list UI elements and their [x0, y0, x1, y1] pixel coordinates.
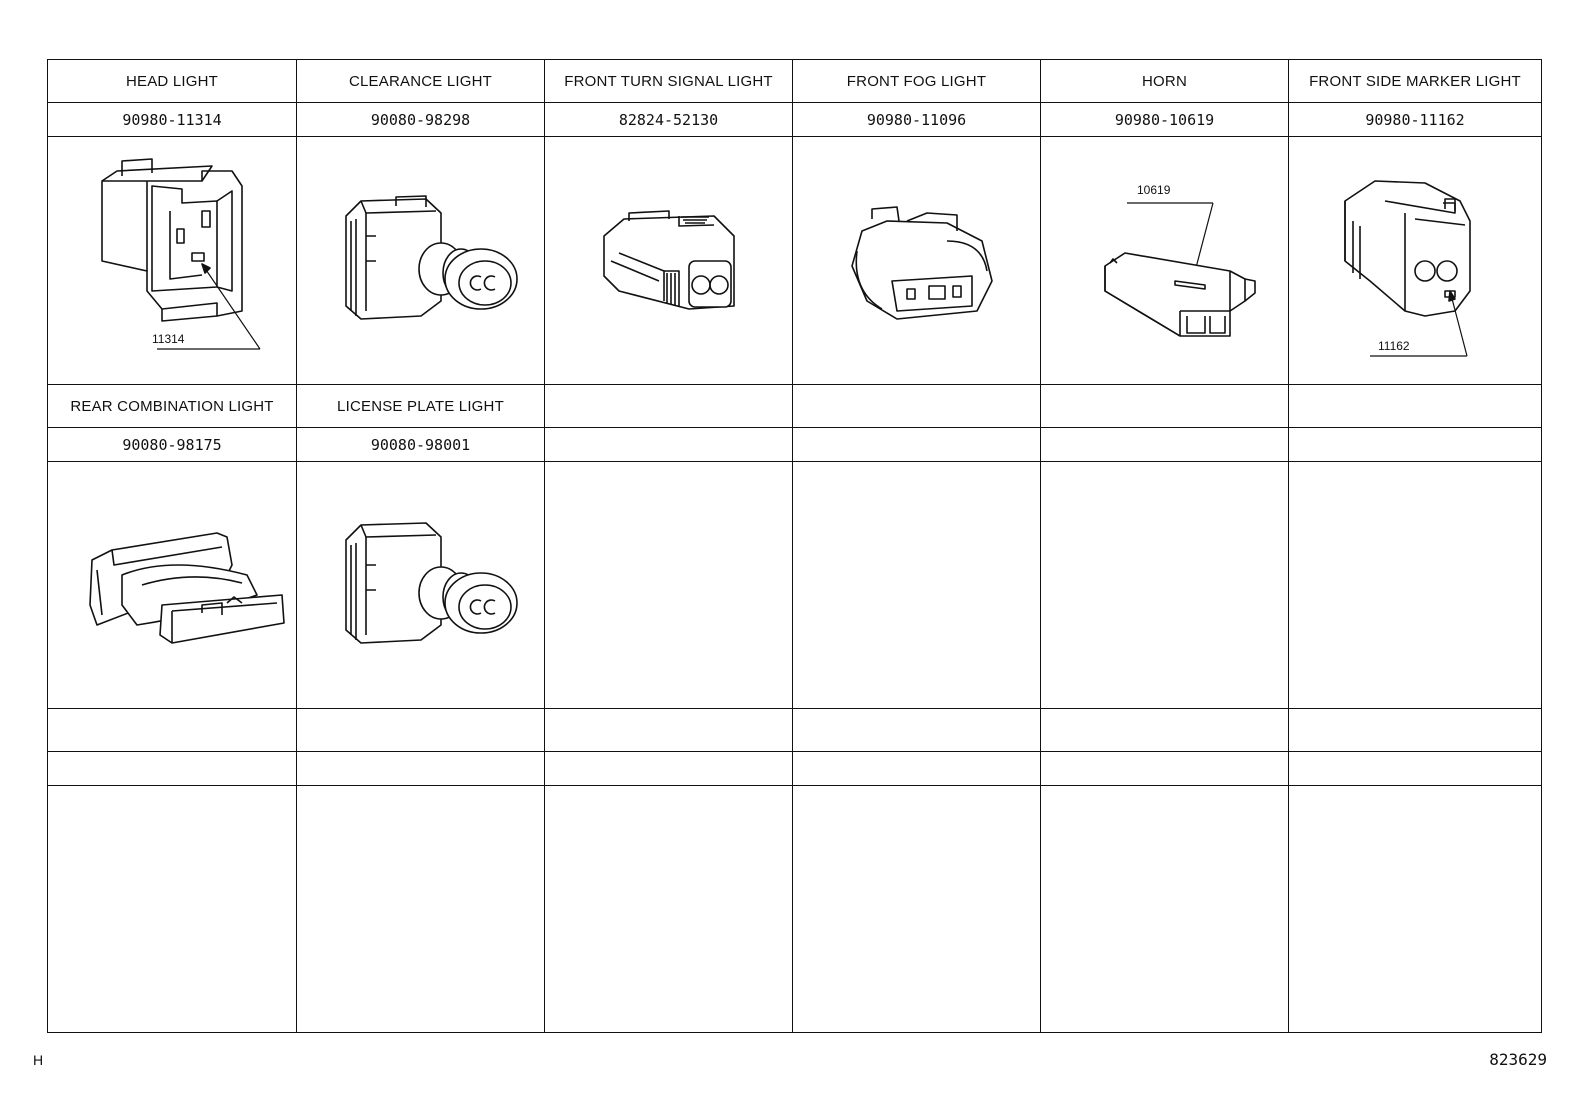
image-head-light [48, 137, 297, 385]
image-empty [545, 786, 793, 1033]
row3-images [48, 786, 1542, 1033]
part-empty [793, 752, 1041, 786]
name-empty [793, 385, 1041, 428]
connector-10619-icon [1045, 141, 1285, 381]
image-empty [793, 462, 1041, 709]
name-horn: HORN [1041, 60, 1289, 103]
name-empty [793, 709, 1041, 752]
connector-52130-icon [549, 141, 789, 381]
part-empty [793, 428, 1041, 462]
connector-table [47, 59, 1542, 1033]
name-rear-combination-light: REAR COMBINATION LIGHT [48, 385, 297, 428]
row1-parts [48, 103, 1542, 137]
part-front-fog-light: 90980-11096 [793, 103, 1041, 137]
image-front-turn-signal-light [545, 137, 793, 385]
part-horn: 90980-10619 [1041, 103, 1289, 137]
row2-parts [48, 428, 1542, 462]
connector-98175-icon [52, 465, 292, 705]
image-empty [1289, 786, 1542, 1033]
row1-names [48, 60, 1542, 103]
image-empty [1041, 786, 1289, 1033]
part-front-turn-signal-light: 82824-52130 [545, 103, 793, 137]
connector-11096-icon [797, 141, 1037, 381]
part-empty [1041, 752, 1289, 786]
row3-names [48, 709, 1542, 752]
page-section-letter: H [33, 1052, 44, 1068]
name-empty [1041, 385, 1289, 428]
name-clearance-light: CLEARANCE LIGHT [297, 60, 545, 103]
image-empty [48, 786, 297, 1033]
image-front-fog-light [793, 137, 1041, 385]
connector-98001-icon [301, 465, 541, 705]
connector-11162-icon [1295, 141, 1535, 381]
image-empty [297, 786, 545, 1033]
image-empty [1289, 462, 1542, 709]
image-front-side-marker-light [1289, 137, 1542, 385]
image-horn [1041, 137, 1289, 385]
name-empty [297, 709, 545, 752]
row2-images [48, 462, 1542, 709]
name-empty [1289, 385, 1542, 428]
connector-11314-icon [52, 141, 292, 381]
part-empty [1041, 428, 1289, 462]
name-license-plate-light: LICENSE PLATE LIGHT [297, 385, 545, 428]
connector-chart [47, 59, 1541, 1045]
image-rear-combination-light [48, 462, 297, 709]
image-empty [545, 462, 793, 709]
name-front-side-marker-light: FRONT SIDE MARKER LIGHT [1289, 60, 1542, 103]
name-empty [1289, 709, 1542, 752]
name-empty [545, 385, 793, 428]
name-empty [1041, 709, 1289, 752]
part-clearance-light: 90080-98298 [297, 103, 545, 137]
svg-text:10619: 10619 [1136, 182, 1170, 197]
part-empty [545, 752, 793, 786]
part-empty [297, 752, 545, 786]
name-front-turn-signal-light: FRONT TURN SIGNAL LIGHT [545, 60, 793, 103]
name-empty [545, 709, 793, 752]
part-empty [545, 428, 793, 462]
connector-98298-icon [301, 141, 541, 381]
svg-text:11314: 11314 [152, 331, 185, 346]
row3-parts [48, 752, 1542, 786]
figure-number: 823629 [1489, 1050, 1547, 1069]
part-empty [1289, 752, 1542, 786]
part-empty [1289, 428, 1542, 462]
name-front-fog-light: FRONT FOG LIGHT [793, 60, 1041, 103]
svg-text:11162: 11162 [1378, 338, 1410, 353]
name-empty [48, 709, 297, 752]
image-empty [793, 786, 1041, 1033]
part-license-plate-light: 90080-98001 [297, 428, 545, 462]
row1-images [48, 137, 1542, 385]
part-rear-combination-light: 90080-98175 [48, 428, 297, 462]
name-head-light: HEAD LIGHT [48, 60, 297, 103]
part-front-side-marker-light: 90980-11162 [1289, 103, 1542, 137]
row2-names [48, 385, 1542, 428]
part-head-light: 90980-11314 [48, 103, 297, 137]
image-empty [1041, 462, 1289, 709]
image-license-plate-light [297, 462, 545, 709]
image-clearance-light [297, 137, 545, 385]
part-empty [48, 752, 297, 786]
